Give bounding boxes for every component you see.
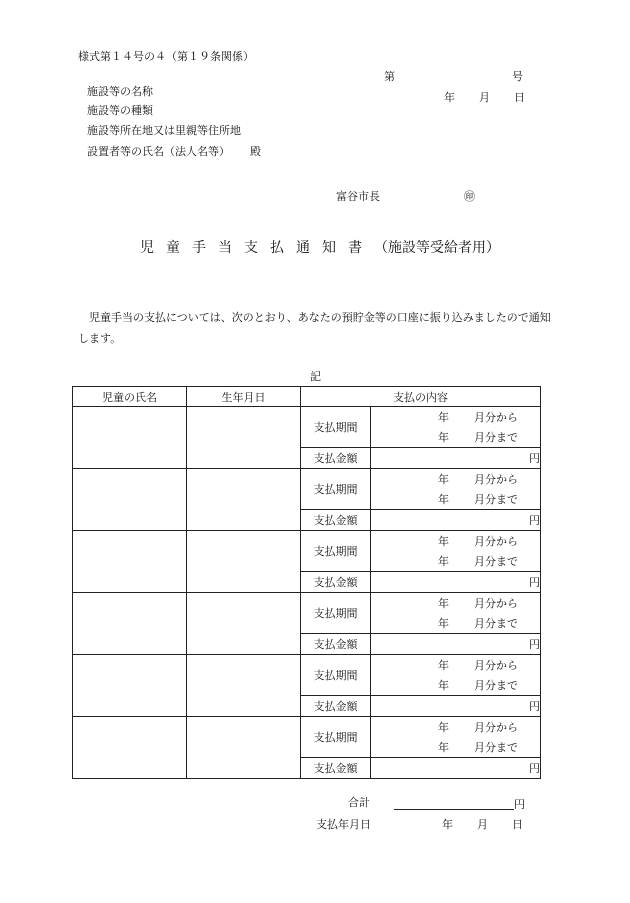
period-from-year: 年 bbox=[438, 721, 449, 734]
period-label: 支払期間 bbox=[301, 407, 371, 448]
period-to-year: 年 bbox=[438, 679, 449, 692]
addressee-address: 施設等所在地又は里親等住所地 bbox=[87, 124, 241, 137]
addressee-founder: 設置者等の氏名（法人名等） bbox=[87, 145, 230, 158]
period-label: 支払期間 bbox=[301, 469, 371, 510]
period-to-year: 年 bbox=[438, 431, 449, 444]
doc-number-dai: 第 bbox=[384, 70, 395, 83]
period-to-text: 月分まで bbox=[474, 493, 518, 506]
period-to bbox=[371, 613, 540, 633]
period-label: 支払期間 bbox=[301, 717, 371, 758]
payment-date-label: 支払年月日 bbox=[316, 818, 371, 831]
period-to bbox=[371, 551, 540, 571]
table-row bbox=[73, 717, 541, 758]
issue-date bbox=[444, 92, 525, 103]
table-row bbox=[73, 407, 541, 448]
amount-value: 円 bbox=[371, 696, 541, 717]
table-row bbox=[73, 531, 541, 572]
date-year: 年 bbox=[444, 91, 455, 104]
period-to-year: 年 bbox=[438, 741, 449, 754]
period-to bbox=[371, 427, 540, 447]
period-value bbox=[371, 593, 541, 634]
period-value bbox=[371, 407, 541, 448]
amount-value: 円 bbox=[371, 510, 541, 531]
header-birthdate: 生年月日 bbox=[187, 387, 301, 407]
intro-text: 児童手当の支払については、次のとおり、あなたの預貯金等の口座に振り込みましたので通知します。 bbox=[78, 311, 551, 345]
document-title bbox=[140, 241, 500, 255]
table-row bbox=[73, 469, 541, 510]
table-row bbox=[73, 593, 541, 634]
table-row bbox=[73, 655, 541, 696]
date-month: 月 bbox=[479, 91, 490, 104]
issuer-name: 富谷市長 bbox=[336, 190, 380, 203]
header-payment-content: 支払の内容 bbox=[301, 387, 541, 407]
ki-heading: 記 bbox=[310, 370, 321, 383]
child-name-cell[interactable] bbox=[73, 593, 187, 655]
amount-label: 支払金額 bbox=[301, 572, 371, 593]
period-value bbox=[371, 717, 541, 758]
period-to bbox=[371, 489, 540, 509]
total-amount-line bbox=[394, 797, 525, 810]
period-from-text: 月分から bbox=[474, 473, 518, 486]
amount-value: 円 bbox=[371, 572, 541, 593]
birthdate-cell[interactable] bbox=[187, 717, 301, 779]
period-to-text: 月分まで bbox=[474, 679, 518, 692]
period-to-text: 月分まで bbox=[474, 617, 518, 630]
period-from-year: 年 bbox=[438, 597, 449, 610]
period-from-year: 年 bbox=[438, 473, 449, 486]
birthdate-cell[interactable] bbox=[187, 407, 301, 469]
amount-value: 円 bbox=[371, 448, 541, 469]
period-from bbox=[371, 531, 540, 551]
amount-label: 支払金額 bbox=[301, 510, 371, 531]
addressee-facility-type: 施設等の種類 bbox=[87, 104, 153, 117]
period-label: 支払期間 bbox=[301, 655, 371, 696]
table-header-row bbox=[73, 387, 541, 407]
period-to bbox=[371, 675, 540, 695]
header-child-name: 児童の氏名 bbox=[73, 387, 187, 407]
period-value bbox=[371, 531, 541, 572]
title-paren: （施設等受給者用） bbox=[374, 240, 500, 256]
period-to-year: 年 bbox=[438, 493, 449, 506]
total-underline bbox=[394, 797, 514, 810]
child-name-cell[interactable] bbox=[73, 407, 187, 469]
period-from bbox=[371, 593, 540, 613]
payment-table bbox=[72, 386, 541, 779]
birthdate-cell[interactable] bbox=[187, 655, 301, 717]
amount-label: 支払金額 bbox=[301, 758, 371, 779]
birthdate-cell[interactable] bbox=[187, 469, 301, 531]
period-to bbox=[371, 737, 540, 757]
period-label: 支払期間 bbox=[301, 531, 371, 572]
title-main: 児童手当支払通知書 bbox=[140, 240, 374, 256]
paydate-year: 年 bbox=[442, 818, 453, 831]
period-from-year: 年 bbox=[438, 659, 449, 672]
period-from-year: 年 bbox=[438, 535, 449, 548]
child-name-cell[interactable] bbox=[73, 531, 187, 593]
total-label: 合計 bbox=[348, 796, 370, 809]
payment-date bbox=[442, 819, 523, 830]
addressee-facility-name: 施設等の名称 bbox=[87, 85, 153, 98]
child-name-cell[interactable] bbox=[73, 717, 187, 779]
period-value bbox=[371, 469, 541, 510]
birthdate-cell[interactable] bbox=[187, 593, 301, 655]
period-to-text: 月分まで bbox=[474, 431, 518, 444]
period-from-year: 年 bbox=[438, 411, 449, 424]
paydate-month: 月 bbox=[477, 818, 488, 831]
period-to-text: 月分まで bbox=[474, 555, 518, 568]
period-from-text: 月分から bbox=[474, 597, 518, 610]
period-to-year: 年 bbox=[438, 617, 449, 630]
doc-number-go: 号 bbox=[512, 70, 523, 83]
birthdate-cell[interactable] bbox=[187, 531, 301, 593]
amount-label: 支払金額 bbox=[301, 448, 371, 469]
period-from bbox=[371, 407, 540, 427]
seal-mark: ㊞ bbox=[464, 190, 475, 203]
amount-value: 円 bbox=[371, 758, 541, 779]
period-value bbox=[371, 655, 541, 696]
honorific: 殿 bbox=[250, 145, 261, 158]
amount-value: 円 bbox=[371, 634, 541, 655]
period-to-text: 月分まで bbox=[474, 741, 518, 754]
date-day: 日 bbox=[514, 91, 525, 104]
period-label: 支払期間 bbox=[301, 593, 371, 634]
period-from bbox=[371, 469, 540, 489]
period-from-text: 月分から bbox=[474, 411, 518, 424]
paydate-day: 日 bbox=[512, 818, 523, 831]
form-number: 様式第１４号の４（第１９条関係） bbox=[78, 50, 254, 63]
amount-label: 支払金額 bbox=[301, 634, 371, 655]
child-name-cell[interactable] bbox=[73, 655, 187, 717]
period-to-year: 年 bbox=[438, 555, 449, 568]
period-from bbox=[371, 655, 540, 675]
amount-label: 支払金額 bbox=[301, 696, 371, 717]
total-yen: 円 bbox=[514, 798, 525, 811]
period-from-text: 月分から bbox=[474, 721, 518, 734]
period-from-text: 月分から bbox=[474, 659, 518, 672]
period-from bbox=[371, 717, 540, 737]
period-from-text: 月分から bbox=[474, 535, 518, 548]
child-name-cell[interactable] bbox=[73, 469, 187, 531]
